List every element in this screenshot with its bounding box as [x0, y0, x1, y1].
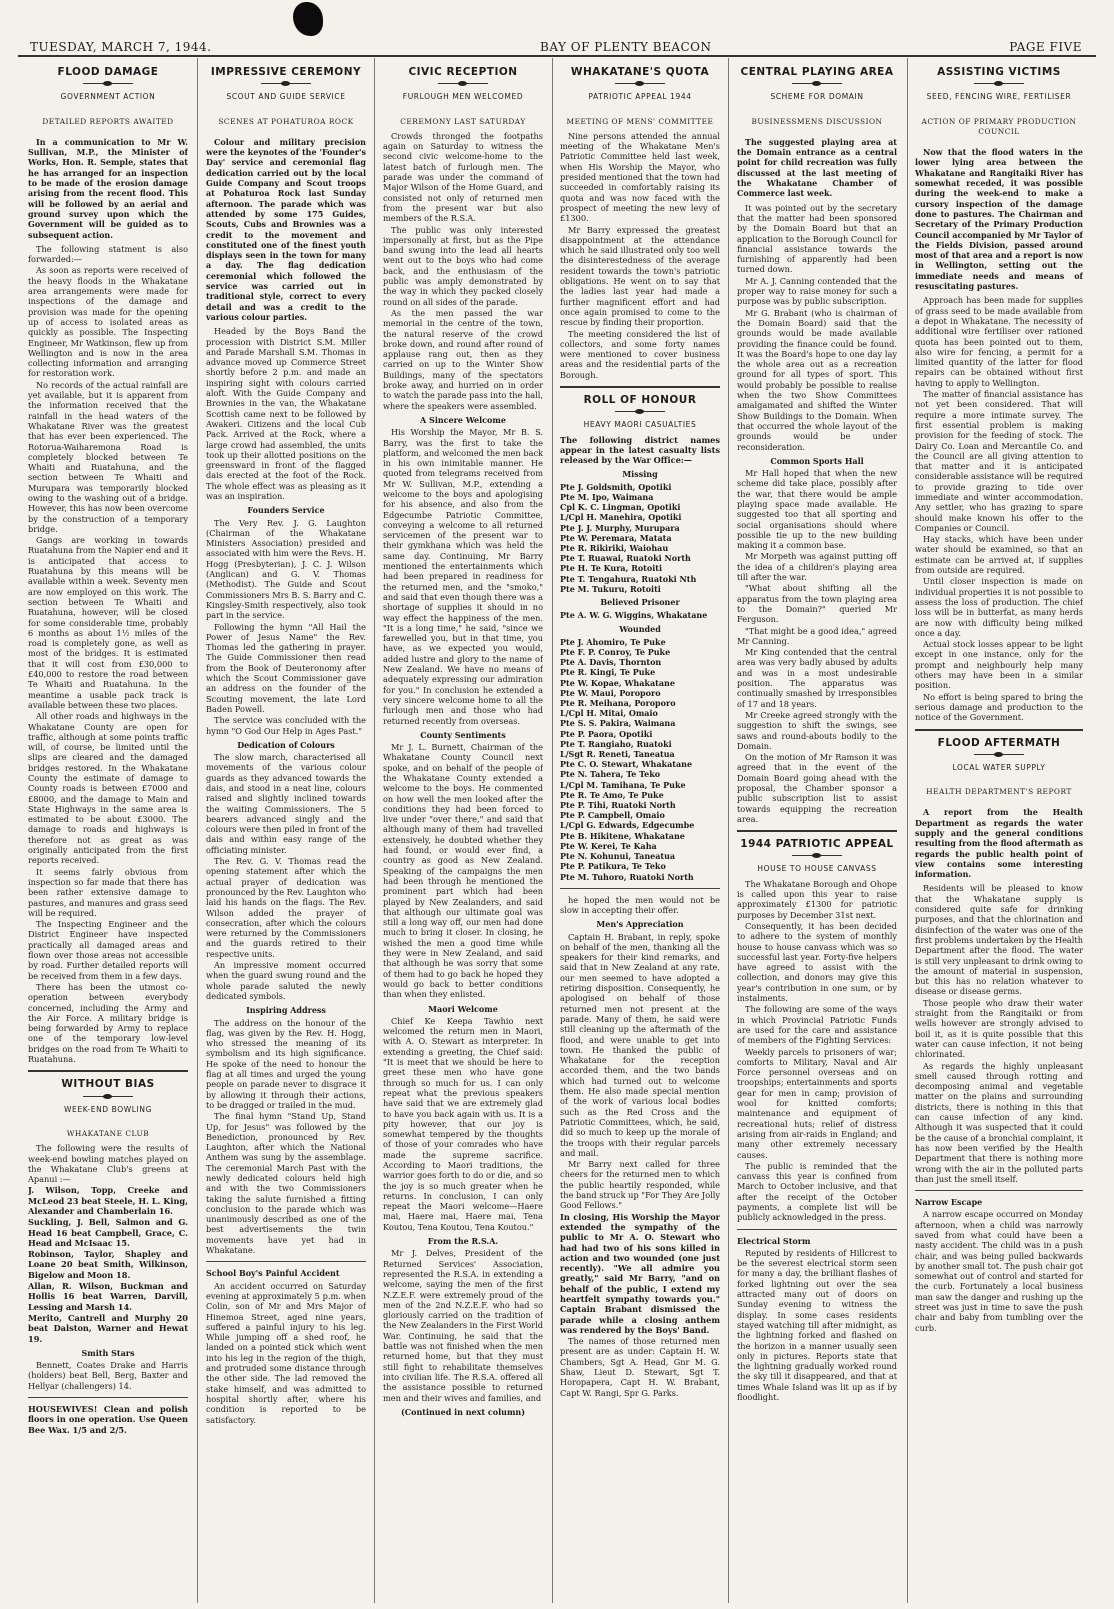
page-number: PAGE FIVE: [1009, 40, 1082, 54]
casualty-name: Pte F. P. Conroy, Te Puke: [560, 647, 671, 658]
headline-central-playing-area: CENTRAL PLAYING AREA: [740, 66, 894, 78]
subhead: GOVERNMENT ACTION: [60, 92, 156, 102]
paragraph: A narrow escape occurred on Monday afternoon, when a child was narrowly saved from what could have been a nasty accident. The child was in a push chair, and was being pulled backwards by another small tot. The push chair got somewhat out of control and started for the curb. Fortunately a local business man saw the danger and rushing up the street was just in time to save the push chair and baby from tumbling over the curb.: [915, 1209, 1083, 1333]
paragraph: Residents will be pleased to know that the Whakatane supply is considered quite safe for drinking purposes, and that the chlorination and disinfection of the water was one of the first problems undertaken by the Health Department after the flood. The water is still very unpleasant to drink owing to the amount of material in suspension, but this has no relation whatever to disease or disease germs.: [915, 883, 1083, 997]
casualty-name: Pte R. Meihana, Poroporo: [560, 698, 676, 709]
paragraph: The names of those returned men present are as under: Captain H. W. Chambers, Sgt A. Head, Gnr M. G. Shaw, Lieut D. Stewart, Sgt T. Horopapera, Capt H. W. Brabant, Capt W. Rangi, Spr G. Parks.: [560, 1336, 720, 1398]
subhead: MEETING OF MENS' COMMITTEE: [566, 116, 714, 126]
divider: [974, 754, 1024, 755]
subhead: LOCAL WATER SUPPLY: [952, 762, 1046, 772]
paragraph: Crowds thronged the footpaths again on Saturday to witness the second civic welcome-home to the latest batch of furlough men. The parade was under the command of Major Wilson of the Home Guard, and consisted not only of returned men from the present war but also members of the R.S.A.: [383, 130, 543, 224]
headline-roll-of-honour: ROLL OF HONOUR: [583, 394, 697, 407]
paragraph: The slow march, characterised all movements of the various colour guards as they advanced towards the dais, and stood in a neat line, colours raised and slightly inclined towards the waiting Commissioners. The 5 bearers advanced singly and the colours were then piled in front of the dais and within easy range of the officiating minister.: [206, 752, 366, 855]
casualty-name: Pte N. Kohunui, Taneatua: [560, 851, 676, 862]
headline-flood-damage: FLOOD DAMAGE: [57, 66, 159, 78]
paragraph: As regards the highly unpleasant smell caused through rotting and decomposing animal and vegetable matter on the plains and surrounding districts, there is nothing in this that can cause infection of any kind. Although it was suspected that it could be the cause of a bronchial complaint, it has now been verified by the Health Department that there is nothing more wrong with the air in the polluted parts than just the smell itself.: [915, 1060, 1083, 1184]
paragraph: The public is reminded that the canvass this year is confined from March to October inclusive, and that after the receipt of the October payments, a complete list will be publicly acknowledged in the press.: [737, 1160, 897, 1223]
paragraph: The following statment is also forwarded:—: [28, 243, 188, 265]
paragraph: It seems fairly obvious from inspection so far made that there has been rather extensive damage to pastures, and manures and grass seed will be required.: [28, 866, 188, 918]
paragraph: Mr Morpeth was against putting off the idea of a children's playing area till after the war.: [737, 551, 897, 583]
lede: The suggested playing area at the Domain entrance as a central point for child recreation was fully discussed at the last meeting of the Whakatane Chamber of Commerce last week.: [737, 136, 897, 199]
paragraph: The following district names appear in the latest casualty lists released by the War Office:—: [560, 434, 720, 466]
paragraph: he hoped the men would not be slow in accepting their offer.: [560, 894, 720, 915]
headline-whakatanes-quota: WHAKATANE'S QUOTA: [570, 66, 710, 78]
casualty-name: Pte T. Rangiaho, Ruatoki: [560, 738, 672, 749]
paragraph: "What about shifting all the apparatus from the town playing area to the Domain?" queried Mr Ferguson.: [737, 583, 897, 625]
subhead: SEED, FENCING WIRE, FERTILISER: [926, 92, 1072, 102]
lede: A report from the Health Department as regards the water supply and the general conditions resulting from the flood aftermath as regards the public health point of view contains some interesting information.: [915, 807, 1083, 880]
paragraph: Those people who draw their water straight from the Rangitaiki or from wells however are strongly advised to boil it, as it is quite possible that this water can cause infection, it not being chlorinated.: [915, 997, 1083, 1060]
paragraph: The Whakatane Borough and Ohope is called upon this year to raise approximately £1300 for patriotic purposes by December 31st next.: [737, 878, 897, 920]
paragraph: Chief Ke Keepa Tawhio next welcomed the return men in Maori, with A. O. Stewart as interpreter. In extending a greeting, the Chief said: "It is meet that we should be here to greet these men who have gone through so much for us. I can only repeat what the previous speakers have said that we are extremely glad to have you back again with us. It is a pity however, that our joy is somewhat tempered by the thoughts of those of your comrades who have made the supreme sacrifice. According to Maori traditions, the warrior goes forth to do or die, and so the joy is so much greater when he returns. In conclusion, I can only repeat the Maori welcome—Haere mai, Haere mai, Haere mai, Tena Koutou, Tena Koutou, Tena Koutou.": [383, 1015, 543, 1232]
casualty-name: Pte A. Davis, Thornton: [560, 657, 662, 668]
subhead: DETAILED REPORTS AWAITED: [42, 116, 174, 126]
issue-date: TUESDAY, MARCH 7, 1944.: [30, 40, 212, 54]
section-subhead: From the R.S.A.: [427, 1236, 499, 1247]
paragraph: Weekly parcels to prisoners of war; comforts to Military, Naval and Air Force personnel overseas and on troopships; entertainments and sports gear for men in camp; provision of wool for knitted comforts; maintenance and equipment of recreational huts; relief of distress arising from air-raids in England; and many other extremely necessary causes.: [737, 1046, 897, 1160]
newspaper-title: BAY OF PLENTY BEACON: [540, 40, 712, 54]
divider: [615, 411, 665, 412]
casualty-name: L/Cpl G. Edwards, Edgecumbe: [560, 820, 695, 831]
headline-impressive-ceremony: IMPRESSIVE CEREMONY: [210, 66, 362, 78]
headline-flood-aftermath: FLOOD AFTERMATH: [937, 736, 1061, 749]
paragraph: The meeting considered the list of collectors, and some forty names were mentioned to cover business areas and the residential parts of the Borough.: [560, 328, 720, 380]
casualty-name: Pte W. Kopae, Whakatane: [560, 677, 675, 688]
casualty-name: Pte P. Patikura, Te Teko: [560, 861, 666, 872]
section-subhead: School Boy's Painful Accident: [206, 1268, 340, 1279]
headline-patriotic-appeal: 1944 PATRIOTIC APPEAL: [740, 838, 894, 851]
section-rule: [915, 729, 1083, 731]
column-5: [737, 60, 897, 1600]
paragraph: Actual stock losses appear to be light except in one instance, only for the prompt and neighbourly help many others may have been in a similar position.: [915, 639, 1083, 691]
paragraph: The service was concluded with the hymn "O God Our Help in Ages Past.": [206, 715, 366, 736]
paragraph: The matter of financial assistance has not yet been considered. That will require a more intimate survey. The first essential problem is making provision for the feeding of stock. The Dairy Co. Loan and Mercantile Co. and the Council are all giving attention to that matter and it is anticipated considerable assistance will be required to provide grazing to tide over immediate and winter accommodation. Any settler, who has grazing to spare should make known his offer to the Companies or Council.: [915, 389, 1083, 533]
paragraph: His Worship the Mayor, Mr B. S. Barry, was the first to take the platform, and welcomed the men back in his own inimitable manner. He quoted from telegrams received from Mr W. Sullivan, M.P., extending a welcome to the boys and apologising for his absence, and also from the Edgecumbe Patriotic Committee, conveying a welcome to all returned servicemen of the present war to their gymkhana which was held the same day. Continuing, Mr Barry mentioned the entertainments which had been prepared in readiness for the returned men, and the "smoko," and said that even though there was a shortage of supplies it should in no way effect the happiness of the men. "It is a long time," he said, "since we farewelled you, but in that time, you have, as we expected you would, added lustre and glory to the name of New Zealand. We have no means of adequately expressing our admiration for you." In conclusion he extended a very sincere welcome home to all the furlough men and those who had returned recently from overseas.: [383, 427, 543, 726]
column-2: [206, 60, 366, 1600]
paragraph: As soon as reports were received of the heavy floods in the Whakatane area arrangements were made for inspections of the damage and provision was made for the opening up of access to isolated areas as quickly as possible. The Inspecting Engineer, Mr Watkinson, flew up from Wellington and is now in the area collecting information and arranging for restoration work.: [28, 265, 188, 379]
column-rule: [728, 58, 729, 1603]
bowling-result: Merito, Cantrell and Murphy 20 beat Dalston, Warner and Hewat 19.: [28, 1312, 188, 1344]
paragraph: Mr Hall hoped that when the new scheme did take place, possibly after the war, that there would be ample playing space made available. He suggested too that all sporting and social organisations should where possible tie up to the new building making it a common base.: [737, 468, 897, 551]
casualty-name: L/Cpl H. Manehira, Opotiki: [560, 512, 682, 523]
paragraph: On the motion of Mr Ramson it was agreed that in the event of the Domain Board going ahead with the proposal, the Chamber sponsor a public subscription list to assist towards equipping the recreation area.: [737, 752, 897, 824]
divider: [83, 83, 133, 84]
section-subhead: Maori Welcome: [428, 1003, 498, 1014]
paragraph: Following the hymn "All Hail the Power of Jesus Name" the Rev. Thomas led the gathering in prayer. The Guide Commissioner then read from the Book of Deuteronomy after which the Scout Commissioner gave an address on the founder of the Scouting movement, the late Lord Baden Powell.: [206, 621, 366, 714]
subhead: CEREMONY LAST SATURDAY: [400, 116, 526, 126]
paragraph: No effort is being spared to bring the serious damage and production to the notice of the Government.: [915, 691, 1083, 723]
casualty-name: Pte J. Goldsmith, Opotiki: [560, 481, 672, 492]
bowling-result: Robinson, Taylor, Shapley and Loane 20 beat Smith, Wilkinson, Bigelow and Moon 18.: [28, 1249, 188, 1280]
paragraph: Gangs are working in towards Ruatahuna from the Napier end and it is anticipated that access to Ruatahuna by this means will be available within a week. Seventy men are now employed on this work. The section between Te Whaiti and Ruatahuna, however, will be closed for some considerable time, probably 6 months as about 1½ miles of the road is completely gone, as well as most of the bridges. It is estimated that it will cost from £30,000 to £40,000 to restore the road between Te Whaiti and Ruatahuna. In the meantime a usable pack track is available between these two places.: [28, 535, 188, 710]
paragraph: Headed by the Boys Band the procession with District S.M. Miller and Parade Marshall S.M. Thomas in advance moved up Commerce Street shortly before 2 p.m. and made an inspiring sight with colours carried aloft. With the Guide Company and Brownies in the van, the Whakatane Scottish came next to be followed by Awakeri. Citizens and the local Cub Pack. Arrived at the Rock, where a large crowd had assembled, the units took up their allotted positions on the greensward in front of the flagged dais erected at the foot of the Rock. The whole effect was as pleasing as it was an inspiration.: [206, 326, 366, 501]
casualty-name: L/Sgt R. Reneti, Taneatua: [560, 749, 675, 760]
casualty-name: Pte M. Tukuru, Rotoiti: [560, 583, 661, 594]
masthead: [0, 0, 1114, 54]
column-1: [28, 60, 188, 1600]
casualty-name: Pte A. W. G. Wiggins, Whakatane: [560, 610, 708, 621]
subhead: WHAKATANE CLUB: [66, 1128, 150, 1138]
paragraph: Captain H. Brabant, in reply, spoke on behalf of the men, thanking all the speakers for their kind remarks, and said that in New Zealand at any rate, our men seemed to have adopted a retiring disposition. Consequently, he apologised on behalf of those returned men not present at the parade. Many of them, he said were still cleaning up the aftermath of the flood, and were unable to get into town. He thanked the public of Whakatane for the reception accorded them, and the two bands which had turned out to welcome them. He also made special mention of the work of various local bodies such as the Red Cross and the Patriotic Committees, which, he said, did so much to keep up the morale of the troops with their regular parcels and mail.: [560, 931, 720, 1158]
subhead: HEAVY MAORI CASUALTIES: [583, 420, 697, 430]
paragraph: The public was only interested impersonally at first, but as the Pipe band swung into the lead all hearts went out to the boys who had come back, and the enthusiasm of the public was amply demonstrated by the way in which they packed closely round on all sides of the parade.: [383, 224, 543, 307]
casualty-name: Pte W. Maui, Poroporo: [560, 687, 661, 698]
paragraph: Mr Creeke agreed strongly with the suggestion to shift the swings, see saws and round-abouts bodily to the Domain.: [737, 709, 897, 751]
paragraph: Approach has been made for supplies of grass seed to be made available from a depot in Whakatane. The necessity of additional wire fertiliser over rationed quota has been pointed out to them, also wire for fencing, a permit for a limited quantity of the latter for flood repairs can be obtained without first having to apply to Wellington.: [915, 295, 1083, 388]
headline-civic-reception: CIVIC RECEPTION: [408, 66, 518, 78]
divider: [974, 83, 1024, 84]
casualty-name: Pte J. J. Murphy, Murupara: [560, 522, 680, 533]
paragraph: Mr A. J. Canning contended that the proper way to raise money for such a purpose was by public subscription.: [737, 275, 897, 307]
column-rule: [907, 58, 908, 1603]
subhead: WEEK-END BOWLING: [64, 1104, 152, 1114]
lede: In a communication to Mr W. Sullivan, M.P., the Minister of Works, Hon. R. Semple, states that he has arranged for an inspection to be made of the erosion damage arising from the recent flood. This will be followed by an aerial and ground survey upon which the Government will be guided as to subsequent action.: [28, 136, 188, 240]
casualty-name: Pte J. Ahomiro, Te Puke: [560, 636, 666, 647]
divider: [438, 83, 488, 84]
top-rule: [18, 55, 1096, 57]
paragraph: The address on the honour of the flag, was given by the Rev. H. Hogg, who stressed the meaning of its symbolism and its high significance. He spoke of the need to honour the flag at all times and urged the young people on parade never to disgrace it by allowing it through their actions, to be dragged or trailed in the mud.: [206, 1017, 366, 1110]
subhead: HEALTH DEPARTMENT'S REPORT: [926, 787, 1072, 797]
headline-without-bias: WITHOUT BIAS: [61, 1078, 155, 1091]
bowling-result: Allan, R. Wilson, Buckman and Hollis 16 beat Warren, Darvill, Lessing and Marsh 14.: [28, 1281, 188, 1312]
paragraph: In closing, His Worship the Mayor extended the sympathy of the public to Mr A. O. Stewart who had had two of his sons killed in action and two wounded (one just recently). "We all admire you greatly," said Mr Barry, "and on behalf of the public, I extend my heartfelt sympathy towards you." Captain Brabant dismissed the parade while a closing anthem was rendered by the Boys' Band.: [560, 1211, 720, 1335]
list-subhead: Wounded: [619, 623, 661, 634]
list-subhead: Believed Prisoner: [600, 597, 680, 608]
subhead: SCOUT AND GUIDE SERVICE: [226, 92, 346, 102]
subhead: SCENES AT POHATUROA ROCK: [218, 116, 354, 126]
lede: Now that the flood waters in the lower lying area between the Whakatane and Rangitaiki River has somewhat receded, it was possible during the week-end to make a cursory inspection of the damage done to pastures. The Chairman and Secretary of the Primary Production Council accompanied by Mr Taylor of the Fields Division, passed around most of that area and a report is now in Wellington, setting out the immediate needs and means of resuscitating pastures.: [915, 147, 1083, 292]
paragraph: Mr Barry expressed the greatest disappointment at the attendance which he said illustrated only too well the disinterestedness of the average resident towards the town's patriotic obligations. He went on to say that the ladies last year had made a further magnificent effort and had once again promised to come to the rescue by finding their proportion.: [560, 224, 720, 328]
paragraph: Hay stacks, which have been under water should be examined, so that an estimate can be arrived at, if supplies from outside are required.: [915, 534, 1083, 576]
casualty-name: Pte S. S. Pakira, Waimana: [560, 718, 676, 729]
paragraph: Until closer inspection is made on individual properties it is not possible to assess the loss of production. The chief loss will be in butterfat, as many herds are now with difficulty being milked once a day.: [915, 576, 1083, 638]
casualty-name: Pte H. Te Kura, Rotoiti: [560, 563, 662, 574]
paragraph: Bennett, Coates Drake and Harris (holders) beat Bell, Berg, Baxter and Hellyar (challengers) 14.: [28, 1360, 188, 1391]
section-subhead: Narrow Escape: [915, 1197, 983, 1208]
subhead: PATRIOTIC APPEAL 1944: [588, 92, 692, 102]
paragraph: The Very Rev. J. G. Laughton (Chairman of the Whakatane Ministers Association) presided and associated with him were the Revs. H. Hogg (Presbyterian), J. C. J. Wilson (Anglican) and G. V. Thomas (Methodist). The Guide and Scout Commissioners Mrs B. S. Barry and C. Kingsley-Smith respectively, also took part in the service.: [206, 517, 366, 621]
section-rule: [560, 386, 720, 388]
section-rule: [206, 1261, 366, 1262]
divider: [792, 83, 842, 84]
section-rule: [28, 1070, 188, 1072]
casualty-name: Pte P. Campbell, Omaio: [560, 810, 665, 821]
subhead: SCHEME FOR DOMAIN: [770, 92, 864, 102]
subhead: HOUSE TO HOUSE CANVASS: [757, 864, 877, 874]
section-rule: [28, 1397, 188, 1398]
section-subhead: Electrical Storm: [737, 1235, 811, 1246]
divider: [261, 83, 311, 84]
paragraph: An impressive moment occurred when the guard swung round and the whole parade saluted the newly dedicated symbols.: [206, 960, 366, 1001]
section-subhead: Founders Service: [247, 505, 325, 516]
lede: Colour and military precision were the keynotes of the 'Founder's Day' service and ceremonial flag dedication carried out by the local Guide Company and Scout troops at Pohaturoa Rock last Sunday afternoon. The parade which was attended by some 175 Guides, Scouts, Cubs and Brownies was a credit to the movement and constituted one of the finest youth displays seen in the town for many a day. The flag dedication ceremonial which followed the service was carried out in traditional style, correct to every detail and was a credit to the various colour parties.: [206, 136, 366, 322]
list-subhead: Missing: [622, 468, 658, 479]
paragraph: The following are some of the ways in which Provincial Patriotic Funds are used for the care and assistance of members of the Fighting Services:: [737, 1004, 897, 1046]
section-subhead: A Sincere Welcome: [420, 414, 506, 425]
headline-assisting-victims: ASSISTING VICTIMS: [937, 66, 1061, 78]
paragraph: Mr J. L. Burnett, Chairman of the Whakatane County Council next spoke, and on behalf of the people of the Whakatane County extended a welcome to the boys. He commented on how well the men looked after the conditions they had been forced to live under "over there," and said that although many of them had travelled extensively, he doubted whether they had found, or would ever find, a country as good as New Zealand. Speaking of the campaigns the men had been through he mentioned the prominent part which had been played by New Zealanders, and said that although our ultimate goal was still a long way off, our men had done much to bring it closer. In closing, he wished the men a good time while they were in New Zealand, and said that although he was sorry that some of them had to go back he hoped they would go back to better conditions than when they enlisted.: [383, 742, 543, 1000]
casualty-name: L/Cpl M. Tamihana, Te Puke: [560, 779, 686, 790]
section-subhead: Dedication of Colours: [237, 739, 335, 750]
paragraph: No records of the actual rainfall are yet available, but it is apparent from the information received that the rainfall in the head waters of the Whakatane River was the greatest that has ever been experienced. The Rotorua-Waiharemona Road is completely blocked between Te Whaiti and Ruatahuna, and the section between Te Whaiti and Murupara was temporarily blocked owing to the washing out of a bridge. However, this has now been overcome by the construction of a temporary bridge.: [28, 379, 188, 534]
casualty-name: Pte W. Peremara, Matata: [560, 532, 672, 543]
section-subhead: Common Sports Hall: [770, 455, 864, 466]
section-rule: [737, 830, 897, 832]
casualty-name: Pte W. Kerei, Te Kaha: [560, 840, 657, 851]
paragraph: Mr King contended that the central area was very badly abused by adults and was in a most undesirable position. The apparatus was continually smashed by irresponsibles of 17 and 18 years.: [737, 647, 897, 709]
paragraph: All other roads and highways in the Whakatane County are open for traffic, although at some points traffic will, of course, be limited until the slips are cleared and the damaged bridges restored. In the Whakatane County the estimate of damage to County roads is between £7000 and £8000, and the damage to Main and State Highways in the same area is estimated to be about £3000. The damage to roads and highways is therefore not as great as was originally anticipated from the first reports received.: [28, 711, 188, 866]
casualty-name: Pte P. Tihi, Ruatoki North: [560, 800, 676, 811]
subhead: BUSINESSMENS DISCUSSION: [751, 116, 883, 126]
casualty-name: Pte T. Ruawai, Ruatoki North: [560, 553, 691, 564]
divider: [792, 855, 842, 856]
paragraph: The Inspecting Engineer and the District Engineer have inspected practically all damaged areas and flown over those areas not accessible by road. Further detailed reports will be received from them in a few days.: [28, 919, 188, 981]
casualty-name: Pte R. Te Amo, Te Puke: [560, 789, 664, 800]
paragraph: Consequently, it has been decided to adhere to the system of monthly house to house canvass which was so successful last year. Forty-five helpers have agreed to assist with the collection, and donors may give this year's contribution in one sum, or by instalments.: [737, 920, 897, 1004]
paragraph: Nine persons attended the annual meeting of the Whakatane Men's Patriotic Committee held last week, when His Worship the Mayor, who presided mentioned that the town had succeeded in comfortably raising its quota and was now faced with the prospect of meeting the new levy of £1300.: [560, 130, 720, 224]
casualty-name: Pte R. Rikiriki, Waiohau: [560, 543, 669, 554]
casualty-name: Cpl K. C. Lingman, Opotiki: [560, 502, 681, 513]
paragraph: The following were the results of week-end bowling matches played on the Whakatane Club's greens at Apanui :—: [28, 1143, 188, 1185]
section-rule: [915, 1190, 1083, 1191]
subhead: ACTION OF PRIMARY PRODUCTION COUNCIL: [921, 116, 1077, 136]
paragraph: The Rev. G. V. Thomas read the opening statement after which the actual prayer of dedication was pronounced by the Rev. Laughton who laid his hands on the flags. The Rev. Wilson added the prayer of consecration, after which the colours were returned by the Commissioners and the guards retired to their respective units.: [206, 856, 366, 959]
casualty-name: Pte B. Hikitene, Whakatane: [560, 830, 685, 841]
paragraph: Mr G. Brabant (who is chairman of the Domain Board) said that the grounds would be made available providing the finance could be found. It was the Board's hope to one day lay the whole area out as a recreation ground for all types of sport. This would probably be possible to realise when the two Show Committees amalgamated and shifted the Winter Show Buildings to the Domain. When that occurred the whole layout of the grounds would be under reconsideration.: [737, 307, 897, 452]
column-rule: [197, 58, 198, 1603]
casualty-name: Pte P. Paora, Opotiki: [560, 728, 653, 739]
divider: [83, 1096, 133, 1097]
section-subhead: County Sentiments: [420, 729, 506, 740]
paragraph: An accident occurred on Saturday evening at approximately 5 p.m. when Colin, son of Mr and Mrs Major of Hinemoa Street, aged nine years, suffered a painful injury to his leg. While jumping off a shed roof, he landed on a pointed stick which went into his leg in the region of the thigh, and protruded some distance through the other side. The lad removed the stake himself, and was admitted to hospital shortly after, where his condition is reported to be satisfactory.: [206, 1280, 366, 1425]
continued-note: (Continued in next column): [400, 1406, 526, 1417]
paragraph: Mr Barry next called for three cheers for the returned men to which the public heartily responded, while the band struck up "For They Are Jolly Good Fellows.": [560, 1159, 720, 1211]
paragraph: As the men passed the war memorial in the centre of the town, the natural reserve of the crowd broke down, and round after round of applause rang out, then as they carried on up to the Winter Show Buildings, many of the spectators broke away, and hurried on in order to watch the parade pass into the hall, where the speakers were assembled.: [383, 307, 543, 411]
column-6: [915, 60, 1083, 1600]
subhead: FURLOUGH MEN WELCOMED: [402, 92, 524, 102]
ink-blot: [293, 2, 323, 36]
section-subhead: Men's Appreciation: [596, 919, 684, 930]
column-rule: [374, 58, 375, 1603]
paragraph: It was pointed out by the secretary that the matter had been sponsored by the Domain Board but that an application to the Borough Council for financial assistance towards the furnishing of apparently had been turned down.: [737, 202, 897, 275]
bowling-result: Suckling, J. Bell, Salmon and G. Head 16 beat Campbell, Grace, C. Head and McIsaac 15.: [28, 1217, 188, 1248]
casualty-name: Pte M. Ipo, Waimana: [560, 492, 654, 502]
section-subhead: Inspiring Address: [246, 1005, 326, 1016]
section-rule: [560, 888, 720, 889]
divider: [615, 83, 665, 84]
column-4: [560, 60, 720, 1600]
casualty-name: Pte N. Tahera, Te Teko: [560, 769, 661, 780]
paragraph: There has been the utmost co-operation between everybody concerned, including the Army and the Air Force. A military bridge is being forwarded by Army to replace one of the temporary low-level bridges on the road from Te Whaiti to Ruatahuna.: [28, 981, 188, 1065]
paragraph: The final hymn "Stand Up, Stand Up, for Jesus" was followed by the Benediction, pronounced by Rev. Laughton, after which the National Anthem was sung by the assemblage. The ceremonial March Past with the newly dedicated colours held high and with the two Commissioners taking the salute furnished a fitting conclusion to the parade which was unanimously described as one of the best advertisements the twin movements have yet had in Whakatane.: [206, 1111, 366, 1256]
bowling-result: J. Wilson, Topp, Creeke and McLeod 23 beat Steele, H. L. King, Alexander and Chamberlain 16.: [28, 1185, 188, 1216]
paragraph: "That might be a good idea," agreed Mr Canning.: [737, 625, 897, 646]
column-rule: [552, 58, 553, 1603]
section-rule: [737, 1229, 897, 1230]
paragraph: Reputed by residents of Hillcrest to be the severest electrical storm seen for many a day, the brilliant flashes of forked lightning out over the sea attracted many out of doors on Sunday evening to witness the display. In some cases residents stayed watching till after midnight, as the lightning forked and flashed on the horizon in a manner usually seen only in pictures. Reports state that the lightning gradually worked round the sky till it disappeared, and that at times Whale Island was lit up as if by floodlight.: [737, 1247, 897, 1403]
casualty-name: Pte T. Tengahura, Ruatoki Nth: [560, 573, 697, 584]
section-subhead: Smith Stars: [81, 1347, 135, 1358]
advertisement: HOUSEWIVES! Clean and polish floors in one operation. Use Queen Bee Wax. 1/5 and 2/5.: [28, 1404, 188, 1435]
casualty-name: Pte C. O. Stewart, Whakatane: [560, 759, 693, 770]
paragraph: Mr J. Delves, President of the Returned Services' Association, represented the R.S.A. in extending a welcome, saying the men of the first N.Z.E.F. were extremely proud of the men of the 2nd N.Z.E.F. who had so gloriously carried on the tradition of the New Zealanders in the First World War. Continuing, he said that the battle was not finished when the men returned home, but that they must still fight to rehabilitate themselves into civilian life. The R.S.A. offered all the assistance possible to returned men and their wives and families, and: [383, 1248, 543, 1403]
column-3: [383, 60, 543, 1600]
casualty-name: Pte R. Kingi, Te Puke: [560, 667, 656, 678]
casualty-name: L/Cpl H. Mitai, Omaio: [560, 708, 658, 719]
casualty-name: Pte M. Tuhoro, Ruatoki North: [560, 871, 694, 882]
